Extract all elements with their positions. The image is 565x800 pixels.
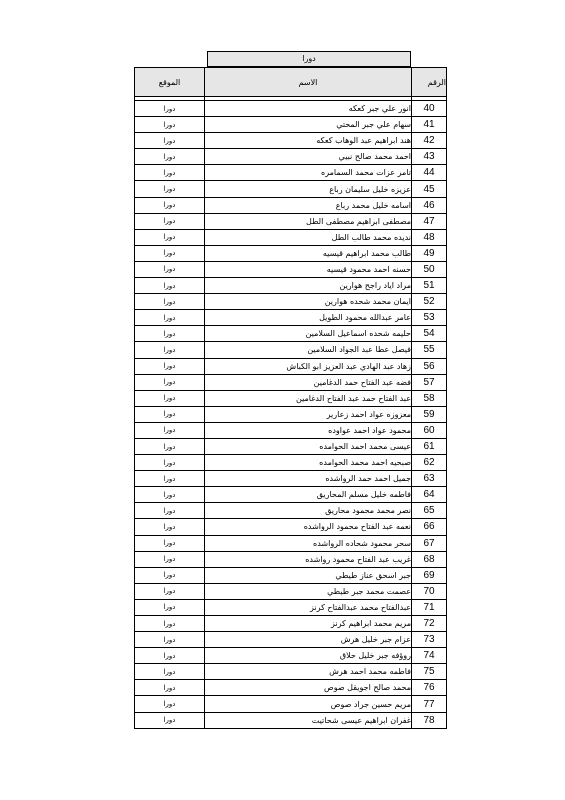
number-cell: 78: [412, 712, 447, 728]
location-cell: دورا: [135, 487, 205, 503]
location-cell: دورا: [135, 390, 205, 406]
number-cell: 65: [412, 503, 447, 519]
table-row: [135, 326, 447, 342]
location-cell: دورا: [135, 664, 205, 680]
table-row: [135, 422, 447, 438]
number-cell: 74: [412, 648, 447, 664]
number-cell: 75: [412, 664, 447, 680]
number-cell: 53: [412, 310, 447, 326]
table-row: [135, 101, 447, 117]
location-cell: دورا: [135, 567, 205, 583]
name-cell: نصر محمد محمود محاريق: [205, 503, 412, 519]
number-cell: 45: [412, 181, 447, 197]
table-row: [135, 455, 447, 471]
location-cell: دورا: [135, 632, 205, 648]
table-row: [135, 648, 447, 664]
table-row: [135, 261, 447, 277]
location-cell: دورا: [135, 213, 205, 229]
number-cell: 62: [412, 455, 447, 471]
number-cell: 44: [412, 165, 447, 181]
location-cell: دورا: [135, 406, 205, 422]
table-row: [135, 294, 447, 310]
name-cell: حليمه شحده اسماعيل السلامين: [205, 326, 412, 342]
name-cell: فاطمه خليل مسلم المحاريق: [205, 487, 412, 503]
table-row: [135, 696, 447, 712]
table-row: [135, 310, 447, 326]
name-cell: جميل احمد حمد الرواشده: [205, 471, 412, 487]
number-cell: 40: [412, 101, 447, 117]
location-cell: دورا: [135, 503, 205, 519]
name-cell: غفران ابراهيم عيسى شحاتيت: [205, 712, 412, 728]
location-cell: دورا: [135, 229, 205, 245]
name-cell: اسامه خليل محمد رباع: [205, 197, 412, 213]
table-row: [135, 133, 447, 149]
name-cell: عيسى محمد احمد الحوامده: [205, 438, 412, 454]
header-row: [135, 68, 447, 97]
name-cell: عزام جبر خليل هرش: [205, 632, 412, 648]
name-cell: فيصل عطا عبد الجواد السلامين: [205, 342, 412, 358]
table-row: [135, 181, 447, 197]
number-cell: 64: [412, 487, 447, 503]
table-row: [135, 487, 447, 503]
location-cell: دورا: [135, 422, 205, 438]
number-cell: 46: [412, 197, 447, 213]
name-cell: فضه عبد الفتاح حمد الدغامين: [205, 374, 412, 390]
table-row: [135, 551, 447, 567]
number-cell: 76: [412, 680, 447, 696]
name-cell: عبد الفتاح حمد عبد الفتاح الدغامين: [205, 390, 412, 406]
number-cell: 50: [412, 261, 447, 277]
number-cell: 59: [412, 406, 447, 422]
table-row: [135, 197, 447, 213]
name-cell: سهام علي جبر المحتي: [205, 117, 412, 133]
location-cell: دورا: [135, 278, 205, 294]
location-cell: دورا: [135, 294, 205, 310]
header-name: الاسم: [205, 68, 412, 97]
location-cell: دورا: [135, 133, 205, 149]
location-cell: دورا: [135, 358, 205, 374]
table-row: [135, 712, 447, 728]
number-cell: 61: [412, 438, 447, 454]
name-cell: مريم حسين جراد صوص: [205, 696, 412, 712]
number-cell: 41: [412, 117, 447, 133]
location-cell: دورا: [135, 197, 205, 213]
table-row: [135, 519, 447, 535]
table-row: [135, 535, 447, 551]
name-cell: معزوزه عواد احمد زعارير: [205, 406, 412, 422]
location-cell: دورا: [135, 342, 205, 358]
name-cell: حسنه احمد محمود قيسيه: [205, 261, 412, 277]
location-cell: دورا: [135, 519, 205, 535]
table-row: [135, 680, 447, 696]
location-cell: دورا: [135, 471, 205, 487]
location-cell: دورا: [135, 455, 205, 471]
name-cell: عزيزه خليل سليمان رباع: [205, 181, 412, 197]
name-cell: روؤفه جبر خليل حلاق: [205, 648, 412, 664]
location-cell: دورا: [135, 616, 205, 632]
location-cell: دورا: [135, 648, 205, 664]
table-row: [135, 149, 447, 165]
number-cell: 73: [412, 632, 447, 648]
location-cell: دورا: [135, 583, 205, 599]
number-cell: 68: [412, 551, 447, 567]
name-cell: مريم محمد ابراهيم كرنز: [205, 616, 412, 632]
location-cell: دورا: [135, 245, 205, 261]
name-cell: مصطفى ابراهيم مصطفى الطل: [205, 213, 412, 229]
name-cell: فاطمه محمد احمد هرش: [205, 664, 412, 680]
number-cell: 57: [412, 374, 447, 390]
table-row: [135, 358, 447, 374]
table-row: [135, 567, 447, 583]
location-cell: دورا: [135, 181, 205, 197]
table-row: [135, 632, 447, 648]
location-cell: دورا: [135, 149, 205, 165]
name-cell: محمد صالح اجويقل صوص: [205, 680, 412, 696]
location-cell: دورا: [135, 374, 205, 390]
number-cell: 60: [412, 422, 447, 438]
location-cell: دورا: [135, 599, 205, 615]
number-cell: 49: [412, 245, 447, 261]
header-location: الموقع: [135, 68, 205, 97]
number-cell: 42: [412, 133, 447, 149]
number-cell: 71: [412, 599, 447, 615]
table-row: [135, 471, 447, 487]
name-cell: طالب محمد ابراهيم قيسيه: [205, 245, 412, 261]
table-row: [135, 117, 447, 133]
number-cell: 56: [412, 358, 447, 374]
name-cell: عصمت محمد جبر طيطي: [205, 583, 412, 599]
location-cell: دورا: [135, 696, 205, 712]
table-row: [135, 278, 447, 294]
location-cell: دورا: [135, 165, 205, 181]
name-cell: غريب عبد الفتاح محمود رواشده: [205, 551, 412, 567]
name-cell: صبحيه احمد محمد الحوامده: [205, 455, 412, 471]
name-cell: هند ابراهيم عبد الوهاب كعكه: [205, 133, 412, 149]
name-cell: عبدالفتاح محمد عبدالفتاح كرنز: [205, 599, 412, 615]
name-cell: عامر عبدالله محمود الطويل: [205, 310, 412, 326]
table-row: [135, 583, 447, 599]
number-cell: 72: [412, 616, 447, 632]
table-row: [135, 438, 447, 454]
number-cell: 77: [412, 696, 447, 712]
name-cell: سحر محمود شحاده الرواشده: [205, 535, 412, 551]
table-row: [135, 213, 447, 229]
number-cell: 70: [412, 583, 447, 599]
header-number: الرقم: [412, 68, 447, 97]
number-cell: 51: [412, 278, 447, 294]
number-cell: 55: [412, 342, 447, 358]
table-row: [135, 616, 447, 632]
name-cell: احمد محمد صالح نبيي: [205, 149, 412, 165]
table-row: [135, 342, 447, 358]
name-cell: محمود عواد احمد عواوده: [205, 422, 412, 438]
number-cell: 58: [412, 390, 447, 406]
number-cell: 52: [412, 294, 447, 310]
table-title: دورا: [207, 51, 411, 67]
number-cell: 43: [412, 149, 447, 165]
number-cell: 47: [412, 213, 447, 229]
name-cell: تامر عزات محمد السمامره: [205, 165, 412, 181]
name-cell: مراد اياد راجح هوارين: [205, 278, 412, 294]
name-cell: جبر اسحق عناز طيطي: [205, 567, 412, 583]
roster-table: [134, 67, 447, 729]
location-cell: دورا: [135, 438, 205, 454]
location-cell: دورا: [135, 117, 205, 133]
number-cell: 69: [412, 567, 447, 583]
table-row: [135, 503, 447, 519]
table-row: [135, 664, 447, 680]
table-row: [135, 599, 447, 615]
name-cell: نديده محمد طالب الطل: [205, 229, 412, 245]
table-row: [135, 406, 447, 422]
name-cell: نعمه عبد الفتاح محمود الرواشده: [205, 519, 412, 535]
location-cell: دورا: [135, 535, 205, 551]
location-cell: دورا: [135, 680, 205, 696]
number-cell: 66: [412, 519, 447, 535]
location-cell: دورا: [135, 310, 205, 326]
table-row: [135, 374, 447, 390]
table-row: [135, 229, 447, 245]
name-cell: زهاد عبد الهادي عبد العزيز ابو الكباش: [205, 358, 412, 374]
location-cell: دورا: [135, 326, 205, 342]
table-row: [135, 165, 447, 181]
number-cell: 48: [412, 229, 447, 245]
number-cell: 54: [412, 326, 447, 342]
name-cell: ايمان محمد شحده هوارين: [205, 294, 412, 310]
location-cell: دورا: [135, 551, 205, 567]
location-cell: دورا: [135, 712, 205, 728]
location-cell: دورا: [135, 261, 205, 277]
table-row: [135, 390, 447, 406]
table-row: [135, 245, 447, 261]
number-cell: 67: [412, 535, 447, 551]
number-cell: 63: [412, 471, 447, 487]
name-cell: انور علي جبر كعكه: [205, 101, 412, 117]
location-cell: دورا: [135, 101, 205, 117]
